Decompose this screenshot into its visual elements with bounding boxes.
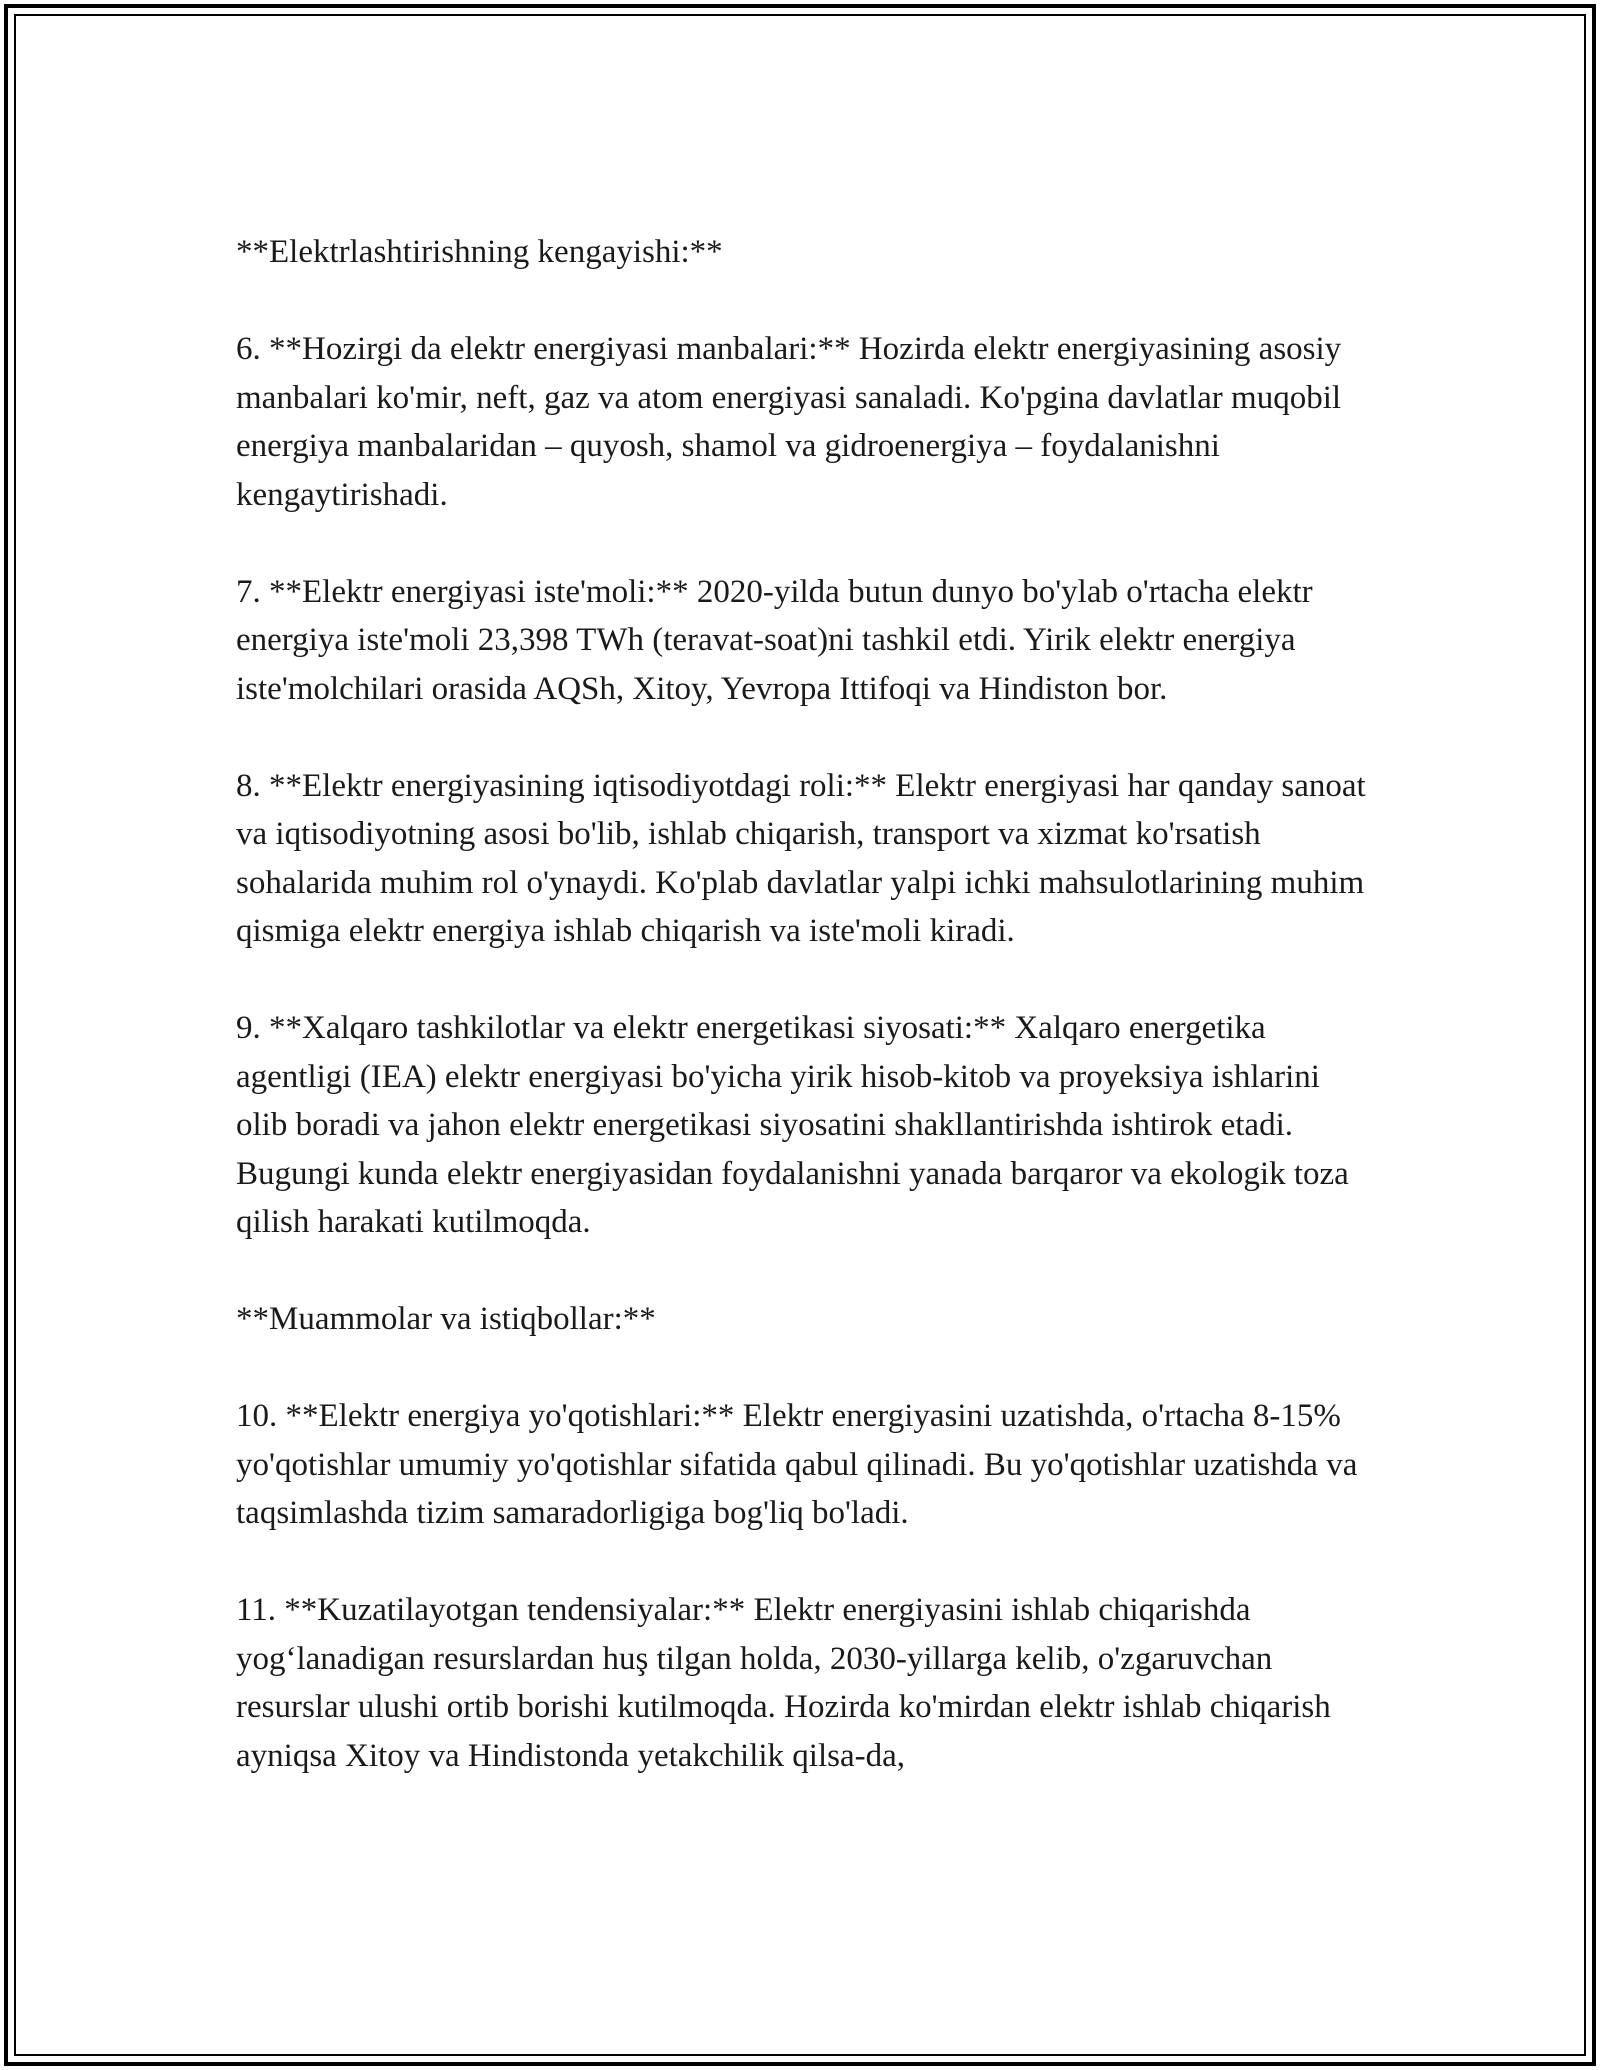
list-item-10: 10. **Elektr energiya yo'qotishlari:** Elektr energiyasini uzatishda, o'rtacha 8-15% yo'qotishlar umumiy yo'qotishlar sifatida qabul qilinadi. Bu yo'qotishlar uzatishda va taqsimlashda tizim samaradorligiga bog'liq bo'ladi. [236, 1398, 1358, 1531]
list-item-9: 9. **Xalqaro tashkilotlar va elektr energetikasi siyosati:** Xalqaro energetika agentligi (IEA) elektr energiyasi bo'yicha yirik hisob-kitob va proyeksiya ishlarini olib boradi va jahon elektr energetikasi siyosatini shakllantirishda ishtirok etadi. Bugungi kunda elektr energiyasidan foydalanishni yanada barqaror va ekologik toza qilish harakati kutilmoqda. [236, 1010, 1349, 1240]
section-heading-problems: **Muammolar va istiqbollar:** [236, 1301, 656, 1337]
list-item-7: 7. **Elektr energiyasi iste'moli:** 2020-yilda butun dunyo bo'ylab o'rtacha elektr energiya iste'moli 23,398 TWh (teravat-soat)ni tashkil etdi. Yirik elektr energiya iste'molchilari orasida AQSh, Xitoy, Yevropa Ittifoqi va Hindiston bor. [236, 573, 1313, 707]
section-heading-electrification: **Elektrlashtirishning kengayishi:** [236, 234, 723, 270]
list-item-6: 6. **Hozirgi da elektr energiyasi manbalari:** Hozirda elektr energiyasining asosiy manbalari ko'mir, neft, gaz va atom energiyasi sanaladi. Ko'pgina davlatlar muqobil energiya manbalaridan – quyosh, shamol va gidroenergiya – foydalanishni kengaytirishadi. [236, 331, 1342, 513]
list-item-8: 8. **Elektr energiyasining iqtisodiyotdagi roli:** Elektr energiyasi har qanday sanoat va iqtisodiyotning asosi bo'lib, ishlab chiqarish, transport va xizmat ko'rsatish sohalarida muhim rol o'ynaydi. Ko'plab davlatlar yalpi ichki mahsulotlarining muhim qismiga elektr energiya ishlab chiqarish va iste'moli kiradi. [236, 767, 1366, 949]
document-body [236, 228, 1376, 1829]
list-item-11: 11. **Kuzatilayotgan tendensiyalar:** Elektr energiyasini ishlab chiqarishda yog‘lanadigan resurslardan huş tilgan holda, 2030-yillarga kelib, o'zgaruvchan resurslar ulushi ortib borishi kutilmoqda. Hozirda ko'mirdan elektr ishlab chiqarish ayniqsa Xitoy va Hindistonda yetakchilik qilsa-da, [236, 1592, 1331, 1774]
